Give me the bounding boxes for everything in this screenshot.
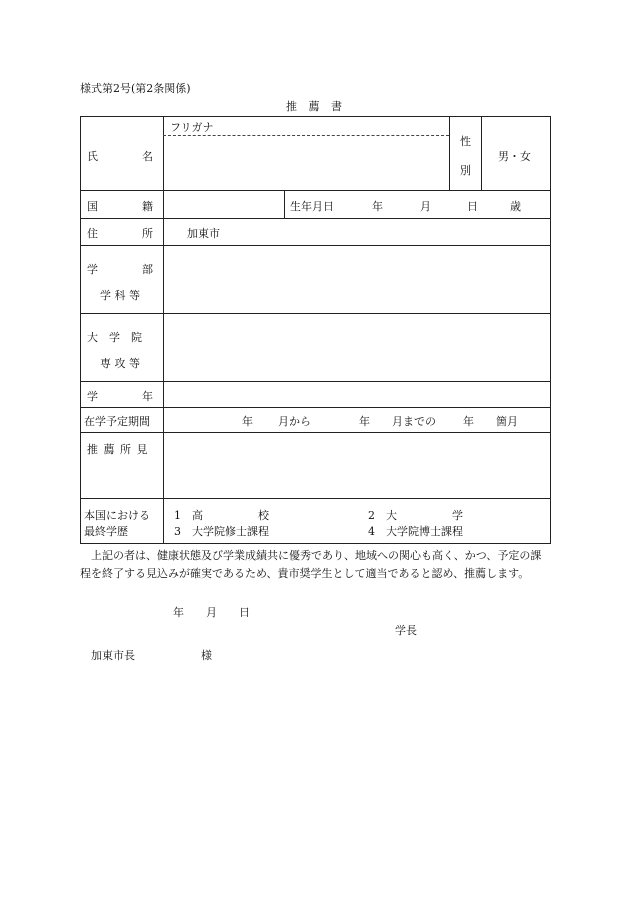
department-label: 学 科 等 [100,289,140,302]
education-option-masters[interactable]: 3 大学院修士課程 [174,525,269,538]
name-label: 氏 名 [87,150,153,163]
university-president: 学長 [395,624,417,637]
grade-label: 学 年 [87,390,153,403]
enroll-year-2: 年 [359,415,370,428]
gender-label-2: 別 [460,164,471,177]
enroll-until: 月までの [392,415,436,428]
education-label-1: 本国における [84,509,150,522]
recommendation-label: 推 薦 所 見 [87,443,149,456]
birth-label: 生年月日 [290,200,334,213]
enroll-year-3: 年 [463,415,474,428]
education-option-doctoral[interactable]: 4 大学院博士課程 [368,525,463,538]
birth-year: 年 [372,200,383,213]
faculty-field[interactable] [164,246,549,312]
recommendation-statement: 上記の者は、健康状態及び学業成績共に優秀であり、地域への関心も高く、かつ、予定の課程を終了する見込みが確実であるため、貴市奨学生として適当であると認め、推薦します。 [80,549,542,580]
address-value[interactable]: 加東市 [187,227,220,240]
name-field[interactable] [164,136,448,189]
enroll-year-1: 年 [242,415,253,428]
major-label: 専 攻 等 [100,357,140,370]
form-number: 様式第2号(第2条関係) [80,82,191,95]
education-label-2: 最終学歴 [84,525,128,538]
nationality-label: 国 籍 [87,200,153,213]
graduate-field[interactable] [164,314,549,380]
gender-options[interactable]: 男・女 [498,150,531,163]
gender-label-1: 性 [460,135,471,148]
enroll-from: 月から [278,415,311,428]
furigana-label: フリガナ [170,121,214,134]
document-title: 推 薦 書 [286,100,346,113]
enrollment-label: 在学予定期間 [84,415,150,428]
faculty-label: 学 部 [87,263,153,276]
graduate-label: 大 学 院 [87,331,142,344]
birth-month: 月 [420,200,431,213]
enroll-months: 箇月 [496,415,518,428]
birth-day: 日 [467,200,478,213]
education-option-university[interactable]: 2 大 学 [368,509,463,522]
address-label: 住 所 [87,227,153,240]
grade-field[interactable] [164,382,549,406]
recommendation-field[interactable] [164,433,549,497]
age-unit: 歳 [510,200,521,213]
education-option-high-school[interactable]: 1 高 校 [174,509,269,522]
date-line: 年 月 日 [173,606,250,619]
nationality-field[interactable] [164,191,283,217]
addressee: 加東市長 様 [91,649,212,662]
